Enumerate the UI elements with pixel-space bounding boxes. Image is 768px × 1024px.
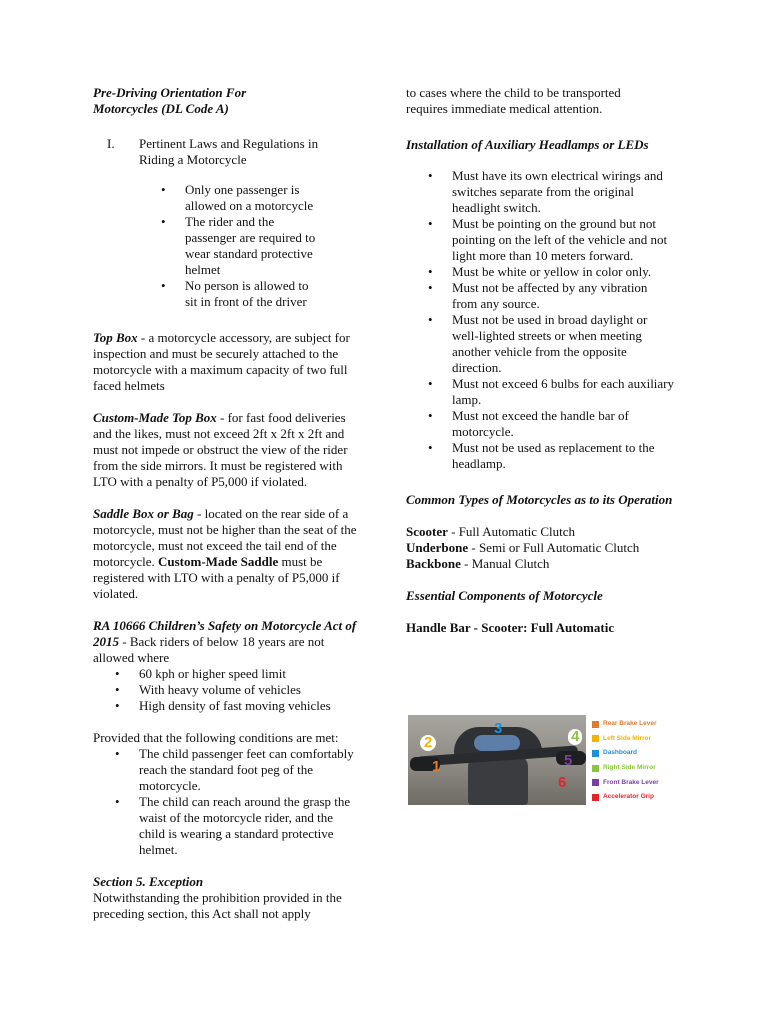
legend-swatch [592, 735, 599, 742]
ra-paragraph [93, 618, 365, 666]
types-list [406, 524, 676, 572]
saddle-term-2: Custom-Made Saddle [157, 554, 279, 569]
document-title: Pre-Driving Orientation For Motorcycles (DL Code A) [93, 85, 247, 116]
list-item: • Must not be used as replacement to the headlamp. [406, 440, 674, 472]
list-item: • Must not exceed the handle bar of motorcycle. [406, 408, 674, 440]
legend-item [592, 790, 678, 805]
list-item: • Must be white or yellow in color only. [406, 264, 674, 280]
list-item: • High density of fast moving vehicles [93, 698, 365, 714]
legend-label: Front Brake Lever [603, 778, 659, 786]
list-item: • Only one passenger is allowed on a motorcycle [139, 182, 319, 214]
ra-term: RA 10666 Children’s Safety on Motorcycle Act of 2015 [93, 618, 357, 649]
legend-item [592, 732, 678, 747]
legend-label: Right Side Mirror [603, 764, 656, 772]
right-column [406, 85, 676, 636]
components-title: Essential Components of Motorcycle [406, 588, 603, 603]
legend-swatch [592, 765, 599, 772]
continued-text: to cases where the child to be transported requires immediate medical attention. [406, 85, 621, 116]
legend-item [592, 761, 678, 776]
legend-label: Left Side Mirror [603, 734, 652, 742]
section-number: I. [107, 136, 115, 151]
marker-1: 1 [432, 758, 441, 775]
custom-top-box-term: Custom-Made Top Box [93, 410, 217, 425]
handlebar-heading: Handle Bar - Scooter: Full Automatic [406, 620, 615, 635]
list-item: • With heavy volume of vehicles [93, 682, 365, 698]
marker-5: 5 [564, 752, 573, 769]
saddle-paragraph [93, 506, 365, 602]
section-title: Pertinent Laws and Regulations in Riding a Motorcycle [139, 136, 319, 167]
saddle-text-2: must be registered with LTO with a penalty of P5,000 if violated. [93, 554, 340, 601]
list-item: • Must not exceed 6 bulbs for each auxiliary lamp. [406, 376, 674, 408]
legend-item [592, 717, 678, 732]
section5-title: Section 5. Exception [93, 874, 204, 889]
aux-title: Installation of Auxiliary Headlamps or LEDs [406, 137, 649, 152]
legend-swatch [592, 750, 599, 757]
ra-text: - Back riders of below 18 years are not allowed where [93, 634, 325, 665]
type-desc: - Manual Clutch [460, 556, 550, 571]
provided-paragraph: Provided that the following conditions are met: [93, 730, 339, 745]
aux-list [406, 168, 674, 472]
type-desc: - Full Automatic Clutch [447, 524, 575, 539]
legend-label: Accelerator Grip [603, 793, 654, 801]
list-item: • Must have its own electrical wirings and switches separate from the original headlight switch. [406, 168, 674, 216]
handlebar-photo [408, 715, 586, 805]
top-box-paragraph [93, 330, 365, 394]
list-item: • Must not be used in broad daylight or well-lighted streets or when meeting another vehicle from the opposite direction. [406, 312, 674, 376]
top-box-term: Top Box [93, 330, 138, 345]
custom-top-box-text: - for fast food deliveries and the likes, must not exceed 2ft x 2ft x 2ft and must not impede or obstruct the view of the rider from the side mirrors. It must be registered with LTO with a penalty of P5,000 if violated. [93, 410, 348, 489]
list-item: • Must not be affected by any vibration from any source. [406, 280, 674, 312]
list-item: • Must be pointing on the ground but not pointing on the left of the vehicle and not light more than 10 meters forward. [406, 216, 674, 264]
list-item: • The child passenger feet can comfortably reach the standard foot peg of the motorcycle. [93, 746, 355, 794]
type-name: Underbone [406, 540, 469, 555]
type-row [406, 524, 676, 540]
left-column [93, 85, 365, 922]
type-name: Scooter [406, 524, 448, 539]
conditions-list [93, 746, 355, 858]
marker-6: 6 [558, 774, 567, 791]
figure-legend [592, 717, 678, 805]
marker-4: 4 [568, 729, 582, 745]
saddle-text: - located on the rear side of a motorcycle, must not be higher than the seat of the motorcycle, must not exceed the tail end of the motorcycle. [93, 506, 357, 569]
list-item: • The child can reach around the grasp the waist of the motorcycle rider, and the child is wearing a standard protective helmet. [93, 794, 355, 858]
legend-label: Dashboard [603, 749, 637, 757]
type-name: Backbone [406, 556, 461, 571]
list-item: • 60 kph or higher speed limit [93, 666, 365, 682]
handlebar-figure [408, 713, 678, 805]
legend-label: Rear Brake Lever [603, 720, 657, 728]
marker-2: 2 [420, 735, 436, 751]
custom-top-box-paragraph [93, 410, 365, 490]
legend-item [592, 746, 678, 761]
types-title: Common Types of Motorcycles as to its Operation [406, 492, 673, 507]
top-box-text: - a motorcycle accessory, are subject for inspection and must be securely attached to the motorcycle with a maximum capacity of two full faced helmets [93, 330, 350, 393]
legend-item [592, 775, 678, 790]
type-row [406, 540, 676, 556]
ra-list [93, 666, 365, 714]
type-desc: - Semi or Full Automatic Clutch [468, 540, 640, 555]
legend-swatch [592, 794, 599, 801]
type-row [406, 556, 676, 572]
section5-text: Notwithstanding the prohibition provided in the preceding section, this Act shall not apply [93, 890, 342, 921]
legend-swatch [592, 721, 599, 728]
list-item: • No person is allowed to sit in front of the driver [139, 278, 319, 310]
section-heading [93, 136, 365, 168]
list-item: • The rider and the passenger are required to wear standard protective helmet [139, 214, 319, 278]
marker-3: 3 [494, 720, 503, 737]
saddle-term: Saddle Box or Bag [93, 506, 194, 521]
dashboard-shape [474, 735, 520, 751]
legend-swatch [592, 779, 599, 786]
laws-list [139, 182, 319, 310]
